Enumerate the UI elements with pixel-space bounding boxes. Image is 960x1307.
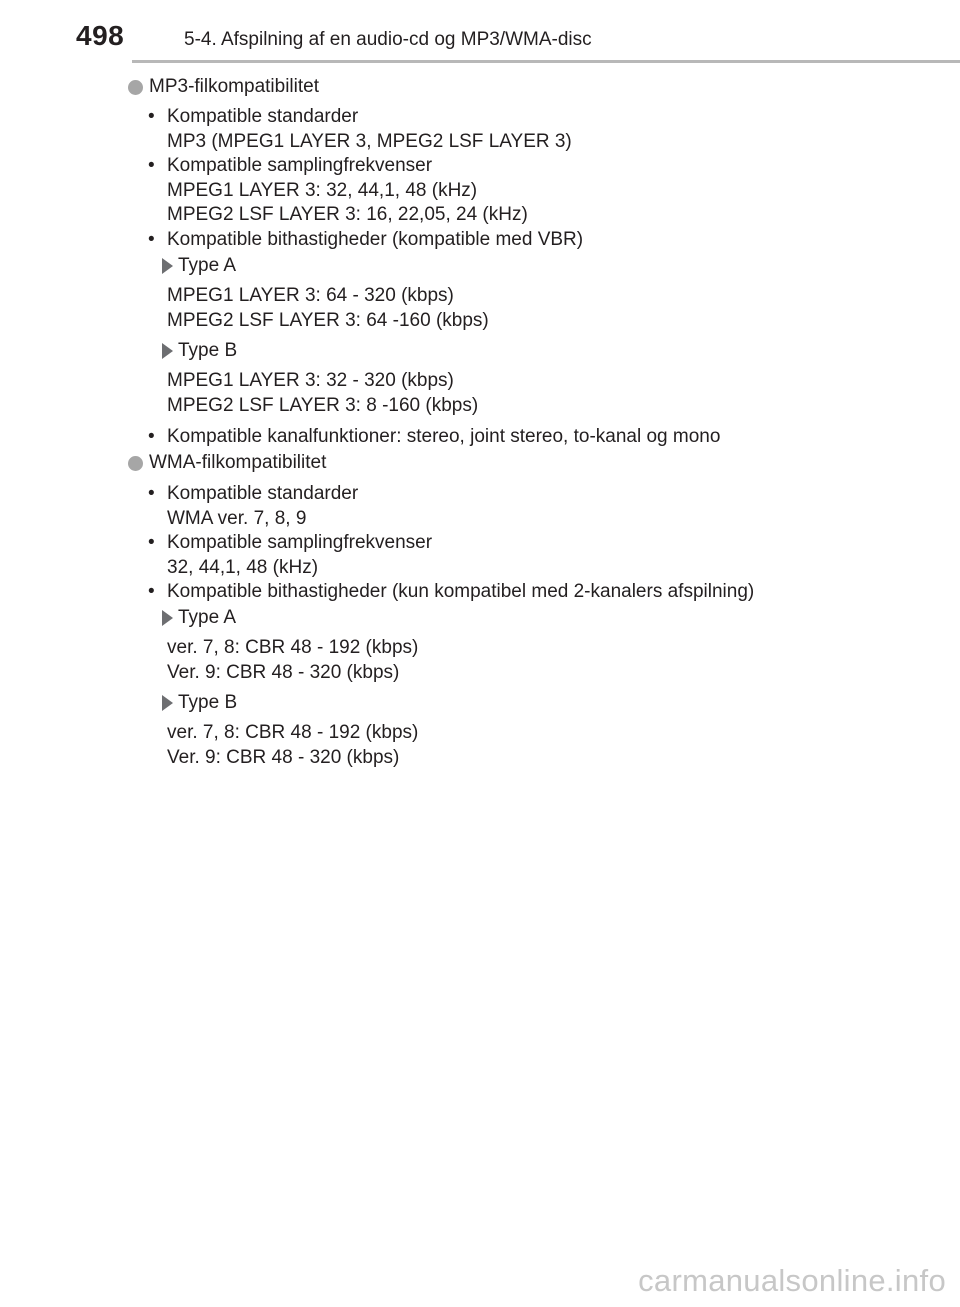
watermark: carmanualsonline.info [638, 1263, 946, 1298]
triangle-right-icon [162, 343, 173, 359]
type-label: Type A [178, 607, 237, 628]
section-wma [128, 451, 326, 476]
type-value: MPEG2 LSF LAYER 3: 8 -160 (kbps) [167, 394, 479, 416]
section-bullet-icon [128, 456, 143, 471]
page-number: 498 [76, 20, 125, 51]
section-mp3 [128, 75, 319, 100]
bullet-icon: • [148, 483, 155, 504]
type-label: Type B [178, 692, 238, 713]
item-value: MPEG2 LSF LAYER 3: 16, 22,05, 24 (kHz) [167, 204, 528, 225]
bullet-icon: • [148, 426, 155, 447]
bullet-icon: • [148, 581, 155, 602]
item-label: Kompatible bithastigheder (kun kompatibel med 2-kanalers afspilning) [167, 581, 755, 602]
item-label: Kompatible standarder [167, 483, 359, 504]
type-label: Type B [178, 340, 238, 361]
type-a-heading [162, 254, 236, 279]
item-label: Kompatible samplingfrekvenser [167, 155, 433, 176]
type-value: ver. 7, 8: CBR 48 - 192 (kbps) [167, 722, 419, 743]
chapter-title: 5-4. Afspilning af en audio-cd og MP3/WMA-disc [184, 29, 592, 50]
type-b-heading [162, 339, 237, 364]
type-value: MPEG2 LSF LAYER 3: 64 -160 (kbps) [167, 309, 489, 331]
type-b-heading [162, 691, 237, 716]
triangle-right-icon [162, 695, 173, 711]
triangle-right-icon [162, 258, 173, 274]
bullet-icon: • [148, 532, 155, 553]
section-bullet-icon [128, 80, 143, 95]
section-heading: MP3-filkompatibilitet [149, 76, 319, 97]
header-rule [132, 60, 960, 63]
item-value: WMA ver. 7, 8, 9 [167, 507, 307, 529]
item-value: 32, 44,1, 48 (kHz) [167, 556, 319, 578]
type-value: MPEG1 LAYER 3: 32 - 320 (kbps) [167, 370, 454, 391]
type-label: Type A [178, 255, 237, 276]
item-label: Kompatible bithastigheder (kompatible med VBR) [167, 228, 584, 250]
item-value: MP3 (MPEG1 LAYER 3, MPEG2 LSF LAYER 3) [167, 130, 572, 152]
bullet-icon: • [148, 155, 155, 176]
section-heading: WMA-filkompatibilitet [149, 452, 327, 473]
type-value: Ver. 9: CBR 48 - 320 (kbps) [167, 661, 400, 683]
type-a-heading [162, 606, 236, 631]
item-label: Kompatible standarder [167, 106, 359, 127]
page-header [0, 0, 960, 66]
item-value: MPEG1 LAYER 3: 32, 44,1, 48 (kHz) [167, 179, 478, 201]
item-label: Kompatible kanalfunktioner: stereo, joint stereo, to-kanal og mono [167, 426, 721, 447]
bullet-icon: • [148, 228, 155, 250]
type-value: MPEG1 LAYER 3: 64 - 320 (kbps) [167, 285, 454, 306]
bullet-icon: • [148, 106, 155, 127]
triangle-right-icon [162, 610, 173, 626]
item-label: Kompatible samplingfrekvenser [167, 532, 433, 553]
type-value: Ver. 9: CBR 48 - 320 (kbps) [167, 746, 400, 768]
type-value: ver. 7, 8: CBR 48 - 192 (kbps) [167, 637, 419, 658]
